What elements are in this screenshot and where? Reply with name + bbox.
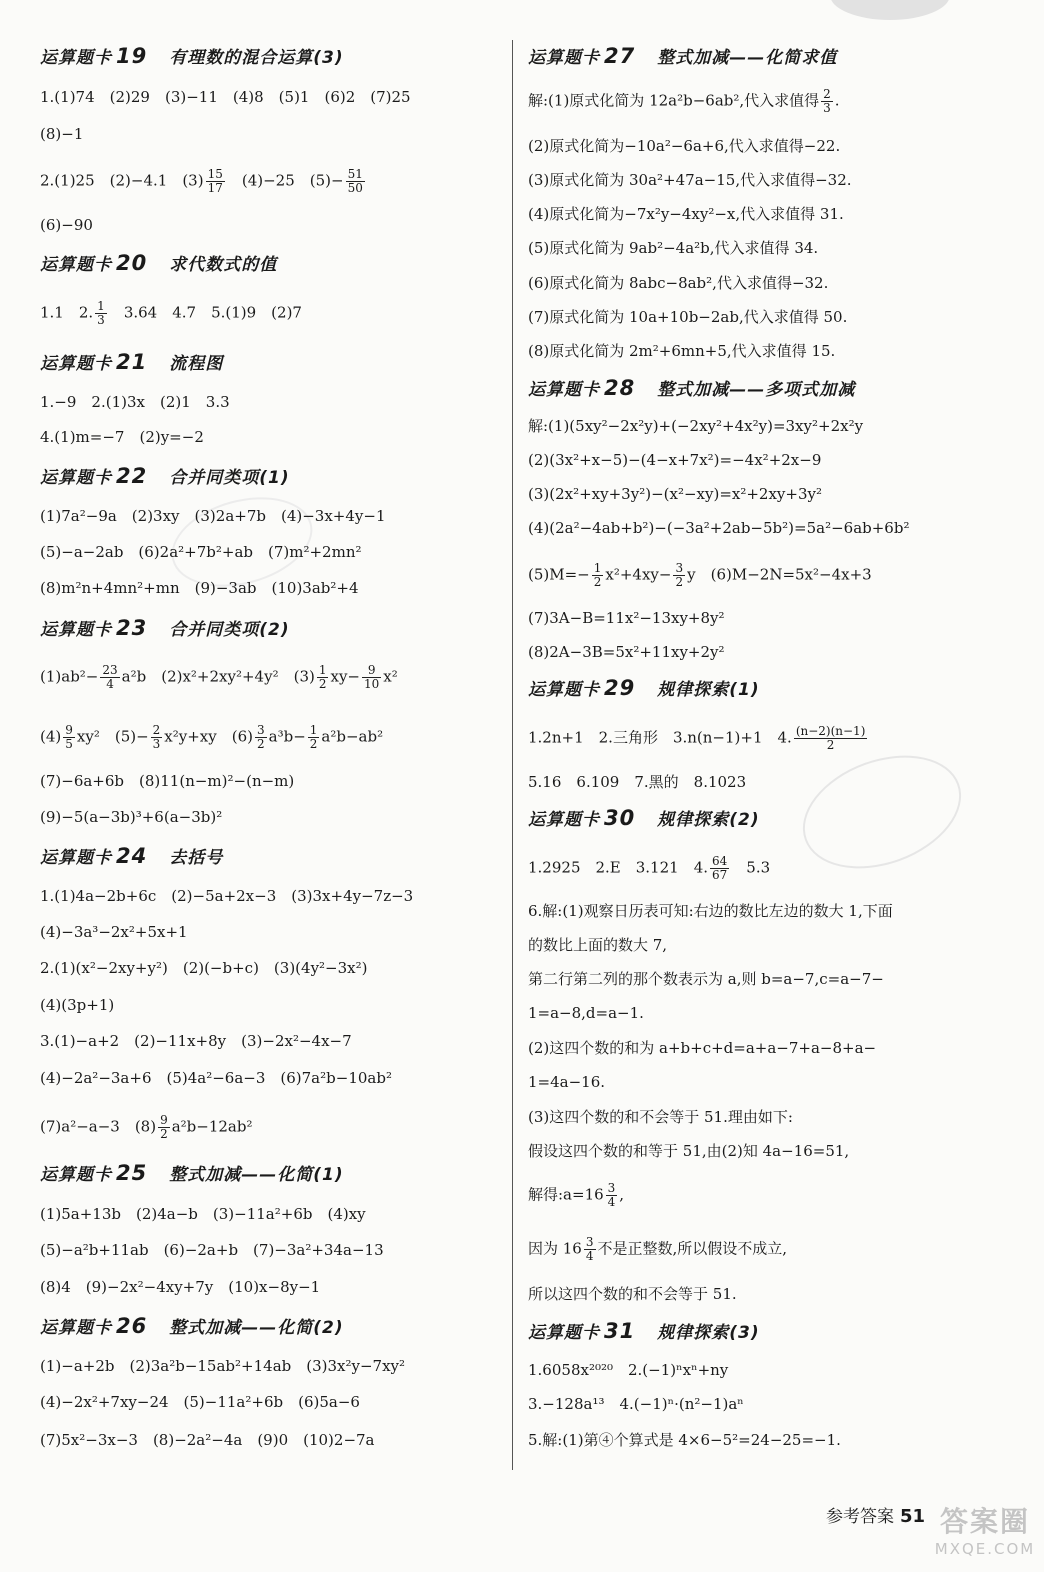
answer-line: (8)2A−3B=5x²+11xy+2y²: [528, 643, 725, 661]
answer-line: (6)−90: [40, 216, 93, 234]
section-heading-22: 运算题卡 22 合并同类项(1): [40, 464, 290, 488]
answer-line: 因为 16 $\frac{3}{4}$ 不是正整数,所以假设不成立,: [528, 1235, 788, 1263]
answer-line: (7)3A−B=11x²−13xy+8y²: [528, 609, 725, 627]
answer-line: (2)这四个数的和为 a+b+c+d=a+a−7+a−8+a−: [528, 1039, 877, 1057]
answer-line: 假设这四个数的和等于 51,由(2)知 4a−16=51,: [528, 1142, 850, 1160]
section-heading-21: 运算题卡 21 流程图: [40, 350, 224, 374]
answer-line: 解:(1)(5xy²−2x²y)+(−2xy²+4x²y)=3xy²+2x²y: [528, 417, 864, 435]
answer-line: (1)ab²− $\frac{23}{4}$ a²b (2)x²+2xy²+4y² (3) $\frac{1}{2}$ xy− $\frac{9}{10}$ x²: [40, 663, 398, 691]
page-footer: 参考答案 51: [826, 1506, 926, 1527]
answer-line: (4)−2a²−3a+6 (5)4a²−6a−3 (6)7a²b−10ab²: [40, 1069, 392, 1087]
answer-line: 6.解:(1)观察日历表可知:右边的数比左边的数大 1,下面: [528, 902, 893, 920]
answer-line: 1=a−8,d=a−1.: [528, 1004, 644, 1022]
answer-line: (8)4 (9)−2x²−4xy+7y (10)x−8y−1: [40, 1278, 321, 1296]
answer-line: (5)−a²b+11ab (6)−2a+b (7)−3a²+34a−13: [40, 1241, 384, 1259]
answer-line: 的数比上面的数大 7,: [528, 936, 668, 954]
column-divider: [512, 40, 513, 1470]
answer-line: 1.1 2. $\frac{1}{3}$ 3.64 4.7 5.(1)9 (2)7: [40, 299, 302, 327]
answer-line: (3)(2x²+xy+3y²)−(x²−xy)=x²+2xy+3y²: [528, 485, 823, 503]
answer-line: 1.6058x²⁰²⁰ 2.(−1)ⁿxⁿ+ny: [528, 1361, 729, 1379]
answer-line: (4)−3a³−2x²+5x+1: [40, 923, 188, 941]
corner-mark: [830, 0, 950, 20]
answer-line: 所以这四个数的和不会等于 51.: [528, 1285, 737, 1303]
section-heading-24: 运算题卡 24 去括号: [40, 844, 224, 868]
section-heading-25: 运算题卡 25 整式加减——化简(1): [40, 1161, 344, 1185]
answer-line: 1.(1)74 (2)29 (3)−11 (4)8 (5)1 (6)2 (7)25: [40, 88, 411, 106]
answer-line: (8)原式化简为 2m²+6mn+5,代入求值得 15.: [528, 342, 836, 360]
answer-line: (7)5x²−3x−3 (8)−2a²−4a (9)0 (10)2−7a: [40, 1431, 375, 1449]
answer-line: 解:(1)原式化简为 12a²b−6ab²,代入求值得 $\frac{2}{3}$ .: [528, 87, 840, 115]
answer-line: 5.16 6.109 7.黑的 8.1023: [528, 773, 747, 791]
section-heading-27: 运算题卡 27 整式加减——化简求值: [528, 44, 838, 68]
answer-line: (8)m²n+4mn²+mn (9)−3ab (10)3ab²+4: [40, 579, 359, 597]
answer-line: (8)−1: [40, 125, 84, 143]
answer-line: 解得:a=16 $\frac{3}{4}$ ,: [528, 1181, 625, 1209]
answer-line: (4)−2x²+7xy−24 (5)−11a²+6b (6)5a−6: [40, 1393, 360, 1411]
section-heading-26: 运算题卡 26 整式加减——化简(2): [40, 1314, 344, 1338]
answer-line: (1)−a+2b (2)3a²b−15ab²+14ab (3)3x²y−7xy²: [40, 1357, 406, 1375]
section-heading-19: 运算题卡 19 有理数的混合运算(3): [40, 44, 344, 68]
answer-line: 4.(1)m=−7 (2)y=−2: [40, 428, 204, 446]
answer-line: 1.2n+1 2.三角形 3.n(n−1)+1 4. $\frac{(n-2)(n-1)}{2}$: [528, 724, 866, 752]
answer-line: (5)−a−2ab (6)2a²+7b²+ab (7)m²+2mn²: [40, 543, 362, 561]
answer-line: (4) $\frac{9}{5}$ xy² (5)− $\frac{2}{3}$ x²y+xy (6) $\frac{3}{2}$ a³b− $\frac{1}{2}$ a²b−ab²: [40, 723, 384, 751]
answer-line: 2.(1)(x²−2xy+y²) (2)(−b+c) (3)(4y²−3x²): [40, 959, 368, 977]
section-heading-28: 运算题卡 28 整式加减——多项式加减: [528, 376, 856, 400]
section-heading-31: 运算题卡 31 规律探索(3): [528, 1319, 760, 1343]
answer-line: 1.−9 2.(1)3x (2)1 3.3: [40, 393, 230, 411]
answer-line: (5)原式化简为 9ab²−4a²b,代入求值得 34.: [528, 239, 819, 257]
answer-line: 2.(1)25 (2)−4.1 (3) $\frac{15}{17}$ (4)−25 (5)− $\frac{51}{50}$: [40, 167, 363, 195]
section-heading-23: 运算题卡 23 合并同类项(2): [40, 616, 290, 640]
section-heading-30: 运算题卡 30 规律探索(2): [528, 806, 760, 830]
answer-line: 1.2925 2.E 3.121 4. $\frac{64}{67}$ 5.3: [528, 854, 771, 882]
answer-line: (2)原式化简为−10a²−6a+6,代入求值得−22.: [528, 137, 841, 155]
section-heading-29: 运算题卡 29 规律探索(1): [528, 676, 760, 700]
site-watermark: 答案圈 MXQE.COM: [934, 1505, 1036, 1558]
page-number: 51: [900, 1506, 926, 1527]
answer-line: (1)5a+13b (2)4a−b (3)−11a²+6b (4)xy: [40, 1205, 366, 1223]
answer-line: (7)−6a+6b (8)11(n−m)²−(n−m): [40, 772, 295, 790]
answer-line: (7)原式化简为 10a+10b−2ab,代入求值得 50.: [528, 308, 848, 326]
answer-line: (9)−5(a−3b)³+6(a−3b)²: [40, 808, 223, 826]
answer-line: 5.解:(1)第④个算式是 4×6−5²=24−25=−1.: [528, 1431, 841, 1449]
answer-line: 1=4a−16.: [528, 1073, 606, 1091]
answer-line: (2)(3x²+x−5)−(4−x+7x²)=−4x²+2x−9: [528, 451, 822, 469]
answer-line: 3.−128a¹³ 4.(−1)ⁿ·(n²−1)aⁿ: [528, 1395, 744, 1413]
answer-line: (5)M=− $\frac{1}{2}$ x²+4xy− $\frac{3}{2}$ y (6)M−2N=5x²−4x+3: [528, 561, 872, 589]
answer-line: (4)(3p+1): [40, 996, 115, 1014]
answer-line: 3.(1)−a+2 (2)−11x+8y (3)−2x²−4x−7: [40, 1032, 352, 1050]
answer-line: 1.(1)4a−2b+6c (2)−5a+2x−3 (3)3x+4y−7z−3: [40, 887, 414, 905]
watermark-stamp: [787, 735, 977, 889]
answer-line: (1)7a²−9a (2)3xy (3)2a+7b (4)−3x+4y−1: [40, 507, 386, 525]
answer-line: (6)原式化简为 8abc−8ab²,代入求值得−32.: [528, 274, 829, 292]
answer-line: (4)(2a²−4ab+b²)−(−3a²+2ab−5b²)=5a²−6ab+6b²: [528, 519, 910, 537]
answer-line: (7)a²−a−3 (8) $\frac{9}{2}$ a²b−12ab²: [40, 1113, 253, 1141]
answer-line: (4)原式化简为−7x²y−4xy²−x,代入求值得 31.: [528, 205, 844, 223]
answer-line: (3)这四个数的和不会等于 51.理由如下:: [528, 1108, 793, 1126]
section-heading-20: 运算题卡 20 求代数式的值: [40, 251, 278, 275]
answer-line: (3)原式化简为 30a²+47a−15,代入求值得−32.: [528, 171, 852, 189]
answer-line: 第二行第二列的那个数表示为 a,则 b=a−7,c=a−7−: [528, 970, 884, 988]
